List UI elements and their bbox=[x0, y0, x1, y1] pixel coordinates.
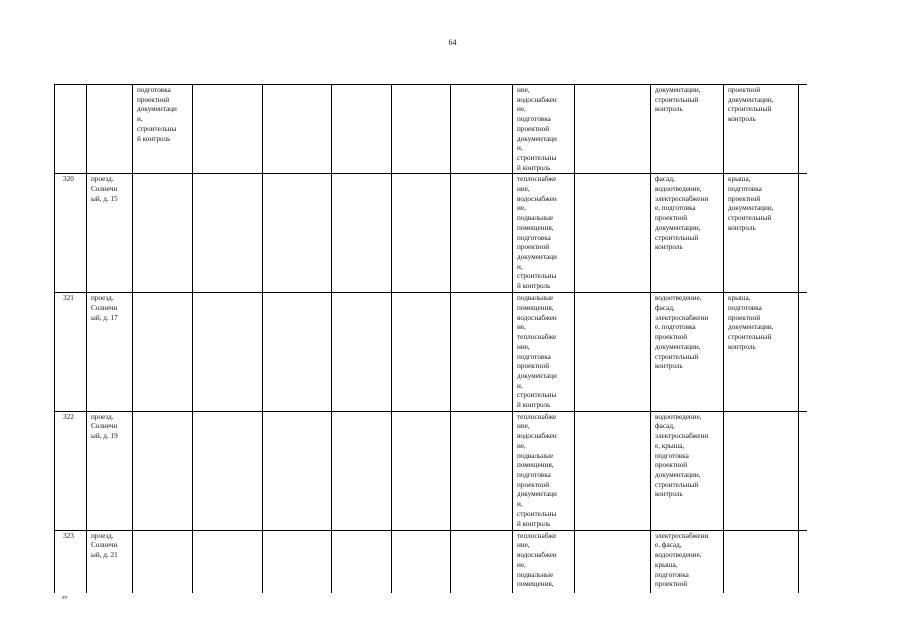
empty-cell bbox=[451, 293, 513, 411]
empty-cell bbox=[451, 85, 513, 174]
cell-text-line: контроль bbox=[655, 243, 683, 252]
empty-cell bbox=[575, 293, 651, 411]
cell-text-line: водоотведение, bbox=[655, 412, 702, 421]
cell-text-line: документации, bbox=[728, 95, 774, 104]
works-list-cell bbox=[651, 530, 724, 593]
cell-text-line: подготовка bbox=[137, 86, 171, 94]
cell-text-line: проезд. bbox=[91, 294, 114, 303]
cell-text-line: документации, bbox=[728, 323, 774, 332]
cell-text-line: проектной bbox=[655, 580, 688, 589]
cell-text-line: документаци bbox=[517, 490, 557, 499]
works-list-cell bbox=[651, 411, 724, 530]
cell-text-line: контроль bbox=[728, 223, 756, 232]
cell-text-line: проектной bbox=[517, 243, 550, 252]
cell-text-line: й контроль bbox=[137, 134, 171, 143]
row-number: 323 bbox=[63, 531, 74, 540]
row-number: 321 bbox=[63, 294, 74, 303]
cell-text-line: документаци bbox=[137, 105, 177, 114]
work-type-cell bbox=[133, 411, 193, 530]
cell-text-line: помещения, bbox=[517, 223, 554, 232]
empty-cell bbox=[332, 411, 392, 530]
cell-text-line: фасад, bbox=[655, 175, 675, 184]
works-list-cell bbox=[651, 85, 724, 174]
works-list-cell bbox=[513, 174, 575, 293]
cell-text-line: теплоснабже bbox=[517, 412, 557, 421]
table-body bbox=[55, 85, 808, 594]
cell-text-line: документации, bbox=[655, 470, 701, 479]
works-list-cell bbox=[651, 174, 724, 293]
cell-text-line: документации, bbox=[655, 342, 701, 351]
cell-text-line: теплоснабже bbox=[517, 531, 557, 540]
works-list-cell bbox=[513, 293, 575, 411]
capital-repair-table bbox=[54, 84, 807, 593]
table-row bbox=[55, 411, 808, 530]
cell-text-line: проектной bbox=[137, 95, 170, 104]
cell-text-line: фасад, bbox=[655, 422, 675, 431]
cell-text-line: проезд. bbox=[91, 175, 114, 184]
cell-text-line: ие, bbox=[517, 323, 526, 332]
cell-text-line: проектной bbox=[517, 480, 550, 489]
empty-cell bbox=[263, 85, 332, 174]
cell-text-line: контроль bbox=[655, 362, 683, 371]
cell-text-line: водоотведение, bbox=[655, 185, 702, 194]
cell-text-line: ый, д. 17 bbox=[91, 313, 118, 322]
cell-text-line: проектной bbox=[728, 313, 761, 322]
empty-cell bbox=[799, 85, 808, 174]
cell-text-line: электроснабжени bbox=[655, 432, 709, 441]
cell-text-line: проезд. bbox=[91, 531, 114, 540]
cell-text-line: водоснабжен bbox=[517, 551, 557, 560]
empty-cell bbox=[263, 530, 332, 593]
row-number-cell bbox=[55, 411, 87, 530]
table-row bbox=[55, 293, 808, 411]
cell-text-line: Солнечн bbox=[91, 541, 118, 550]
cell-text-line: электроснабжени bbox=[655, 194, 709, 203]
empty-cell bbox=[392, 411, 451, 530]
cell-text-line: ие, bbox=[517, 441, 526, 450]
cell-text-line: строительны bbox=[137, 124, 177, 133]
empty-cell bbox=[332, 174, 392, 293]
works-list-cell bbox=[724, 411, 799, 530]
cell-text-line: водоотведение, bbox=[655, 294, 702, 303]
empty-cell bbox=[263, 411, 332, 530]
cell-text-line: подготовка bbox=[517, 352, 551, 361]
cell-text-line: подготовка bbox=[728, 185, 762, 194]
row-number-cell bbox=[55, 174, 87, 293]
cell-text-line: ие, bbox=[517, 204, 526, 213]
page-number: 64 bbox=[448, 38, 457, 47]
cell-text-line: й контроль bbox=[517, 163, 551, 172]
work-type-cell bbox=[133, 85, 193, 174]
cell-text-line: строительный bbox=[728, 333, 772, 342]
cell-text-line: и, bbox=[517, 500, 523, 509]
cell-text-line: строительный bbox=[728, 105, 772, 114]
works-list-cell bbox=[724, 85, 799, 174]
empty-cell bbox=[799, 174, 808, 293]
cell-text-line: Солнечн bbox=[91, 304, 118, 313]
cell-text-line: подготовка bbox=[517, 470, 551, 479]
cell-text-line: подвальные bbox=[517, 214, 554, 223]
cell-text-line: проектной bbox=[655, 214, 688, 223]
work-type-cell bbox=[133, 293, 193, 411]
cell-text-line: и, bbox=[517, 381, 523, 390]
row-number: 320 bbox=[63, 175, 74, 184]
empty-cell bbox=[193, 411, 263, 530]
cell-text-line: строительны bbox=[517, 391, 557, 400]
works-list-cell bbox=[724, 293, 799, 411]
empty-cell bbox=[575, 174, 651, 293]
address-cell bbox=[87, 530, 133, 593]
cell-text-line: подготовка bbox=[655, 570, 689, 579]
cell-text-line: документации, bbox=[728, 204, 774, 213]
cell-text-line: теплоснабже bbox=[517, 333, 557, 342]
empty-cell bbox=[392, 530, 451, 593]
cell-text-line: документации, bbox=[655, 223, 701, 232]
cell-text-line: подготовка bbox=[728, 304, 762, 313]
works-list-cell bbox=[724, 174, 799, 293]
address-cell bbox=[87, 174, 133, 293]
empty-cell bbox=[799, 530, 808, 593]
cell-text-line: Солнечн bbox=[91, 422, 118, 431]
cell-text-line: строительны bbox=[517, 509, 557, 518]
cell-text-line: ый, д. 21 bbox=[91, 551, 118, 560]
empty-cell bbox=[799, 293, 808, 411]
cell-text-line: контроль bbox=[728, 115, 756, 124]
empty-cell bbox=[451, 411, 513, 530]
cell-text-line: контроль bbox=[655, 105, 683, 114]
empty-cell bbox=[392, 293, 451, 411]
empty-cell bbox=[332, 85, 392, 174]
work-type-cell bbox=[133, 174, 193, 293]
cell-text-line: ние, bbox=[517, 86, 530, 94]
cell-text-line: ние, bbox=[517, 185, 530, 194]
address-cell bbox=[87, 411, 133, 530]
cell-text-line: строительный bbox=[728, 214, 772, 223]
works-list-cell bbox=[513, 530, 575, 593]
empty-cell bbox=[392, 174, 451, 293]
cell-text-line: строительны bbox=[517, 153, 557, 162]
empty-cell bbox=[799, 411, 808, 530]
empty-cell bbox=[263, 293, 332, 411]
empty-cell bbox=[451, 174, 513, 293]
cell-text-line: подготовка bbox=[517, 115, 551, 124]
cell-text-line: ние, bbox=[517, 541, 530, 550]
empty-cell bbox=[193, 85, 263, 174]
empty-cell bbox=[193, 174, 263, 293]
footer-mark: зт bbox=[62, 594, 68, 601]
cell-text-line: ие, bbox=[517, 105, 526, 114]
cell-text-line: е, крыша, bbox=[655, 441, 685, 450]
empty-cell bbox=[263, 174, 332, 293]
cell-text-line: водоснабжен bbox=[517, 194, 557, 203]
cell-text-line: помещения, bbox=[517, 304, 554, 313]
cell-text-line: проектной bbox=[517, 362, 550, 371]
works-list-cell bbox=[724, 530, 799, 593]
cell-text-line: подготовка bbox=[517, 233, 551, 242]
cell-text-line: документаци bbox=[517, 252, 557, 261]
empty-cell bbox=[332, 293, 392, 411]
cell-text-line: крыша, bbox=[728, 294, 751, 303]
cell-text-line: проектной bbox=[655, 333, 688, 342]
cell-text-line: водоснабжен bbox=[517, 432, 557, 441]
cell-text-line: помещения, bbox=[517, 580, 554, 589]
cell-text-line: документаци bbox=[517, 134, 557, 143]
cell-text-line: строительный bbox=[655, 480, 699, 489]
works-list-cell bbox=[513, 85, 575, 174]
empty-cell bbox=[575, 85, 651, 174]
address-cell bbox=[87, 85, 133, 174]
cell-text-line: крыша, bbox=[655, 560, 678, 569]
cell-text-line: водоснабжен bbox=[517, 95, 557, 104]
cell-text-line: документаци bbox=[517, 371, 557, 380]
cell-text-line: водоотведение, bbox=[655, 551, 702, 560]
works-list-cell bbox=[513, 411, 575, 530]
cell-text-line: электроснабжени bbox=[655, 531, 709, 540]
cell-text-line: документации, bbox=[655, 86, 701, 94]
cell-text-line: помещения, bbox=[517, 461, 554, 470]
row-number-cell bbox=[55, 530, 87, 593]
cell-text-line: подготовка bbox=[655, 451, 689, 460]
empty-cell bbox=[193, 530, 263, 593]
cell-text-line: строительный bbox=[655, 95, 699, 104]
cell-text-line: проезд. bbox=[91, 412, 114, 421]
cell-text-line: строительны bbox=[517, 272, 557, 281]
cell-text-line: ние, bbox=[517, 422, 530, 431]
cell-text-line: ие, bbox=[517, 560, 526, 569]
cell-text-line: проектной bbox=[728, 194, 761, 203]
table-row bbox=[55, 174, 808, 293]
cell-text-line: водоснабжен bbox=[517, 313, 557, 322]
cell-text-line: е, фасад, bbox=[655, 541, 682, 550]
row-number-cell bbox=[55, 85, 87, 174]
cell-text-line: и, bbox=[517, 262, 523, 271]
cell-text-line: подвальные bbox=[517, 294, 554, 303]
cell-text-line: подвальные bbox=[517, 570, 554, 579]
cell-text-line: контроль bbox=[728, 342, 756, 351]
cell-text-line: и, bbox=[137, 115, 143, 124]
cell-text-line: электроснабжени bbox=[655, 313, 709, 322]
cell-text-line: проектной bbox=[728, 86, 761, 94]
cell-text-line: Солнечн bbox=[91, 185, 118, 194]
cell-text-line: фасад, bbox=[655, 304, 675, 313]
cell-text-line: е, подготовка bbox=[655, 204, 696, 213]
row-number-cell bbox=[55, 293, 87, 411]
cell-text-line: проектной bbox=[517, 124, 550, 133]
works-list-cell bbox=[651, 293, 724, 411]
empty-cell bbox=[193, 293, 263, 411]
cell-text-line: крыша, bbox=[728, 175, 751, 184]
work-type-cell bbox=[133, 530, 193, 593]
cell-text-line: ние, bbox=[517, 342, 530, 351]
empty-cell bbox=[451, 530, 513, 593]
empty-cell bbox=[392, 85, 451, 174]
cell-text-line: ый, д. 15 bbox=[91, 194, 118, 203]
empty-cell bbox=[575, 411, 651, 530]
cell-text-line: е, подготовка bbox=[655, 323, 696, 332]
cell-text-line: проектной bbox=[655, 461, 688, 470]
capital-repair-table-wrap bbox=[54, 84, 807, 593]
cell-text-line: й контроль bbox=[517, 282, 551, 291]
cell-text-line: й контроль bbox=[517, 519, 551, 528]
empty-cell bbox=[575, 530, 651, 593]
empty-cell bbox=[332, 530, 392, 593]
cell-text-line: теплоснабже bbox=[517, 175, 557, 184]
cell-text-line: й контроль bbox=[517, 401, 551, 410]
cell-text-line: строительный bbox=[655, 352, 699, 361]
cell-text-line: подвальные bbox=[517, 451, 554, 460]
cell-text-line: ый, д. 19 bbox=[91, 432, 118, 441]
cell-text-line: контроль bbox=[655, 490, 683, 499]
address-cell bbox=[87, 293, 133, 411]
table-row bbox=[55, 85, 808, 174]
table-row bbox=[55, 530, 808, 593]
cell-text-line: строительный bbox=[655, 233, 699, 242]
cell-text-line: и, bbox=[517, 144, 523, 153]
row-number: 322 bbox=[63, 412, 74, 421]
